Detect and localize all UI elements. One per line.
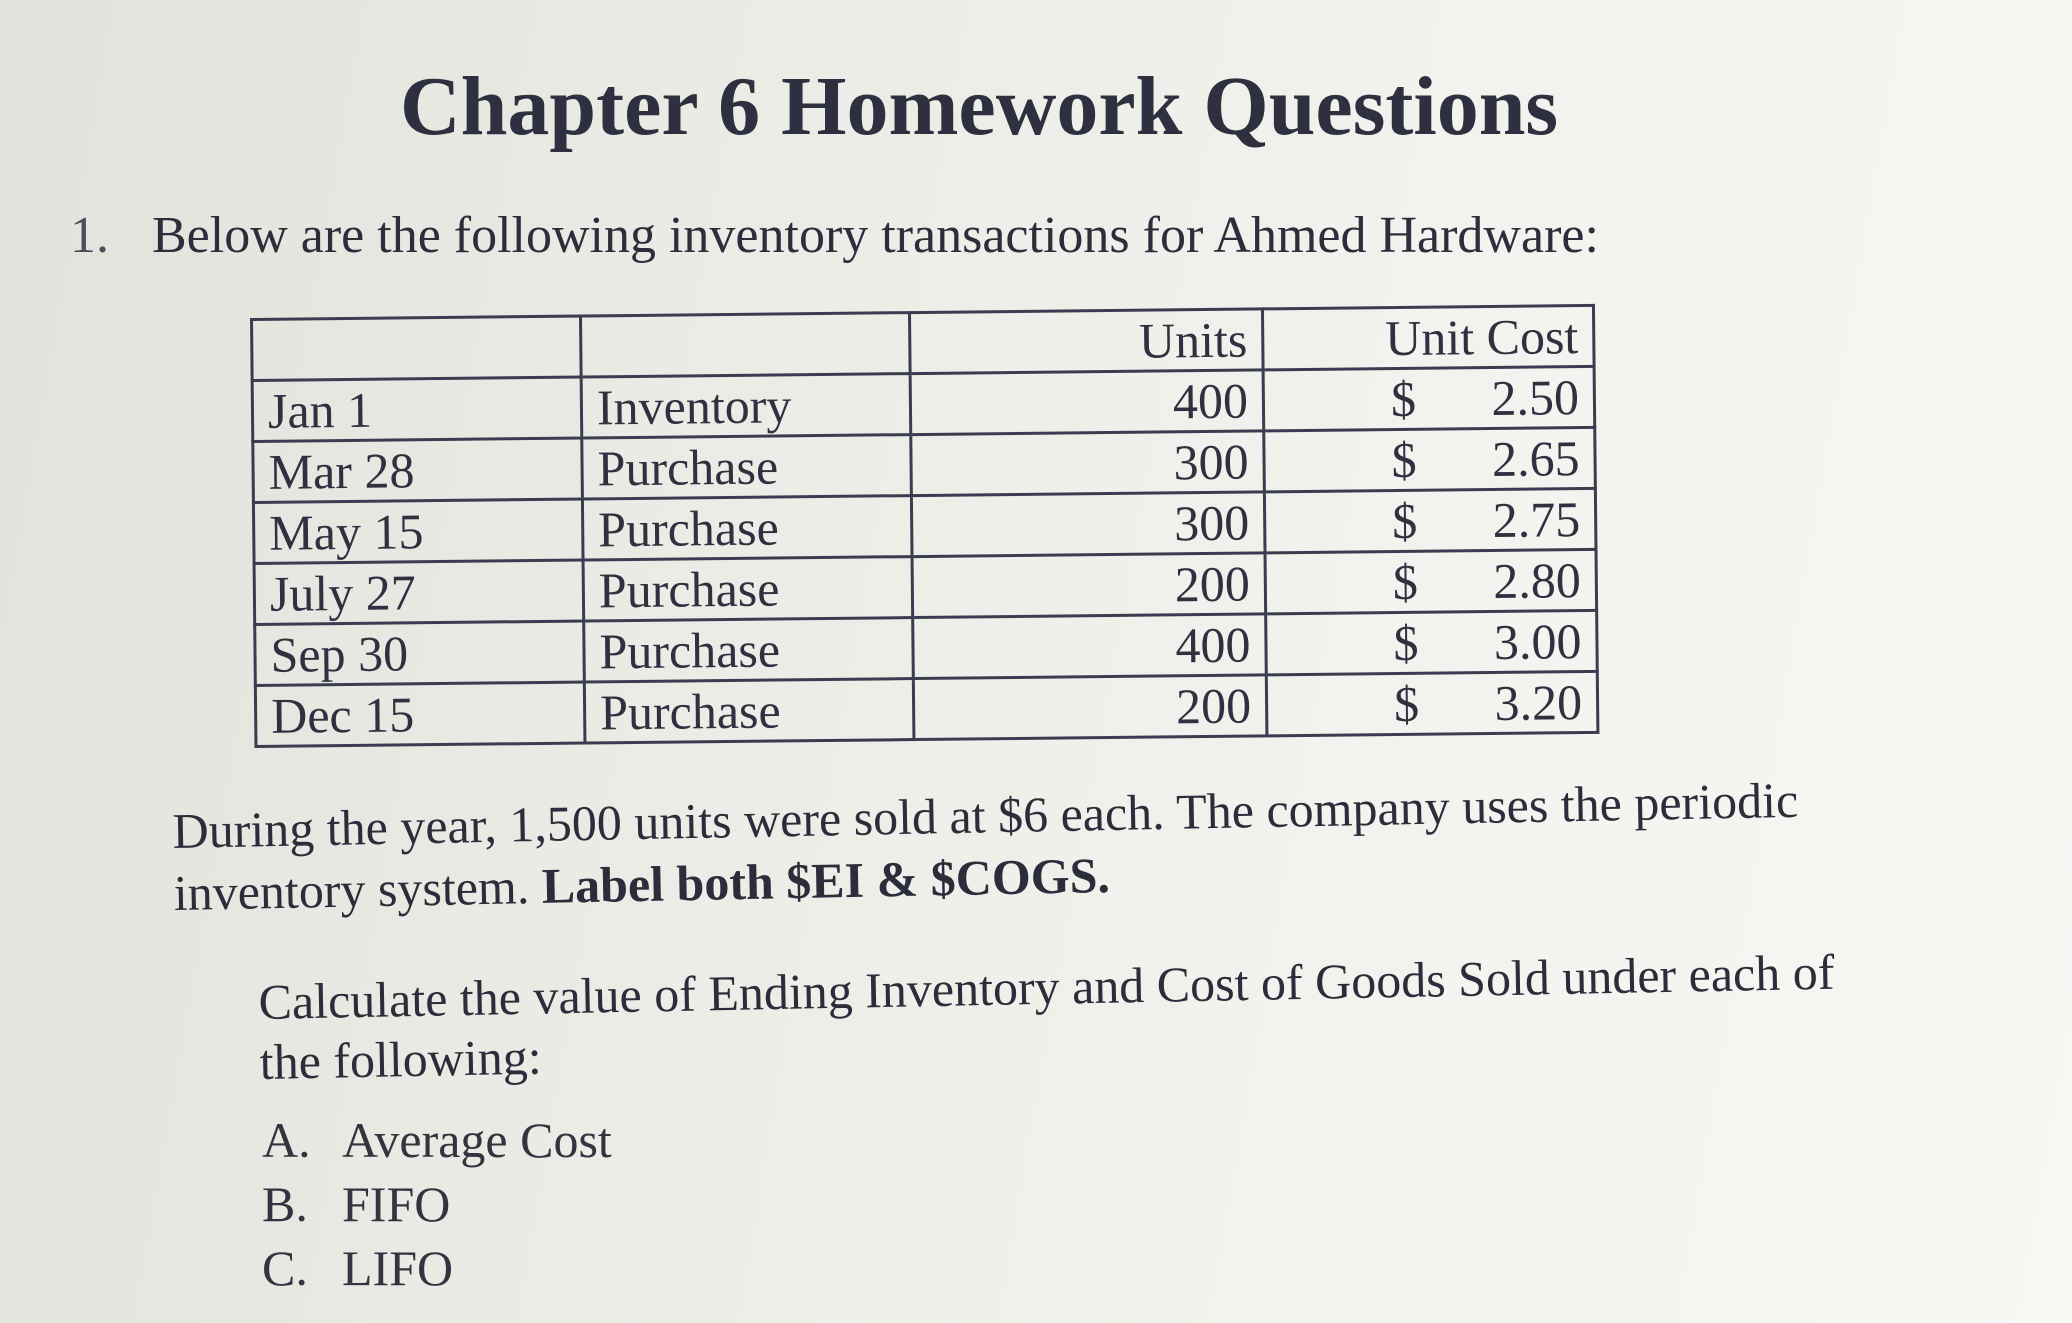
row-units: 300 [911, 431, 1265, 496]
instruction-paragraph: Calculate the value of Ending Inventory and Cost of Goods Sold under each of the following: [258, 943, 1835, 1090]
option-letter: A. [262, 1112, 311, 1168]
row-date: Dec 15 [255, 682, 585, 746]
row-units: 200 [912, 553, 1266, 618]
table-row [255, 671, 1598, 746]
row-date: May 15 [253, 499, 583, 563]
question-number: 1. [70, 207, 109, 264]
row-date: Mar 28 [253, 438, 583, 502]
row-units: 200 [913, 675, 1267, 740]
currency-symbol: $ [1392, 553, 1419, 611]
row-units: 400 [913, 614, 1267, 679]
cost-value: 3.00 [1493, 613, 1582, 670]
method-options-list [262, 1108, 612, 1300]
currency-symbol: $ [1391, 492, 1418, 550]
row-units: 400 [910, 370, 1264, 435]
row-description: Purchase [583, 557, 913, 621]
row-date: July 27 [254, 560, 584, 624]
currency-symbol: $ [1390, 370, 1417, 428]
row-date: Sep 30 [255, 621, 585, 685]
option-label: LIFO [342, 1240, 454, 1296]
cost-value: 2.75 [1492, 491, 1581, 548]
cost-value: 2.65 [1491, 430, 1580, 487]
currency-symbol: $ [1393, 614, 1419, 672]
row-description: Purchase [582, 496, 912, 560]
inventory-transactions-table [250, 304, 1599, 748]
row-unit-cost [1266, 610, 1598, 674]
cost-value: 2.80 [1493, 552, 1582, 609]
option-label: Average Cost [342, 1112, 612, 1168]
option-letter: C. [262, 1240, 308, 1296]
row-unit-cost [1264, 427, 1596, 491]
sales-text: During the year, 1,500 units were sold at $6 each. The company uses the periodic inventory system. [172, 771, 1799, 921]
header-units: Units [909, 309, 1263, 374]
row-description: Purchase [582, 435, 912, 499]
header-date [252, 316, 582, 380]
list-item [262, 1172, 612, 1236]
currency-symbol: $ [1391, 431, 1417, 489]
option-letter: B. [262, 1176, 308, 1232]
page-title: Chapter 6 Homework Questions [400, 60, 1559, 153]
option-label: FIFO [342, 1176, 451, 1232]
row-unit-cost [1263, 366, 1595, 430]
question-text: Below are the following inventory transactions for Ahmed Hardware: [152, 207, 1599, 264]
header-description [580, 313, 910, 377]
sales-paragraph [172, 767, 1894, 924]
question-1 [70, 206, 1599, 265]
list-item [262, 1108, 612, 1172]
row-units: 300 [911, 492, 1265, 557]
header-unit-cost: Unit Cost [1262, 305, 1594, 369]
row-unit-cost [1264, 488, 1596, 552]
row-unit-cost [1265, 549, 1597, 613]
list-item [262, 1236, 612, 1300]
cost-value: 2.50 [1491, 369, 1580, 427]
cost-value: 3.20 [1494, 674, 1583, 731]
row-description: Purchase [584, 679, 914, 743]
label-instruction: Label both $EI & $COGS. [541, 847, 1111, 914]
row-unit-cost [1266, 671, 1598, 735]
row-description: Purchase [584, 618, 914, 682]
currency-symbol: $ [1393, 675, 1420, 733]
row-description: Inventory [581, 374, 911, 438]
row-date: Jan 1 [252, 377, 582, 441]
